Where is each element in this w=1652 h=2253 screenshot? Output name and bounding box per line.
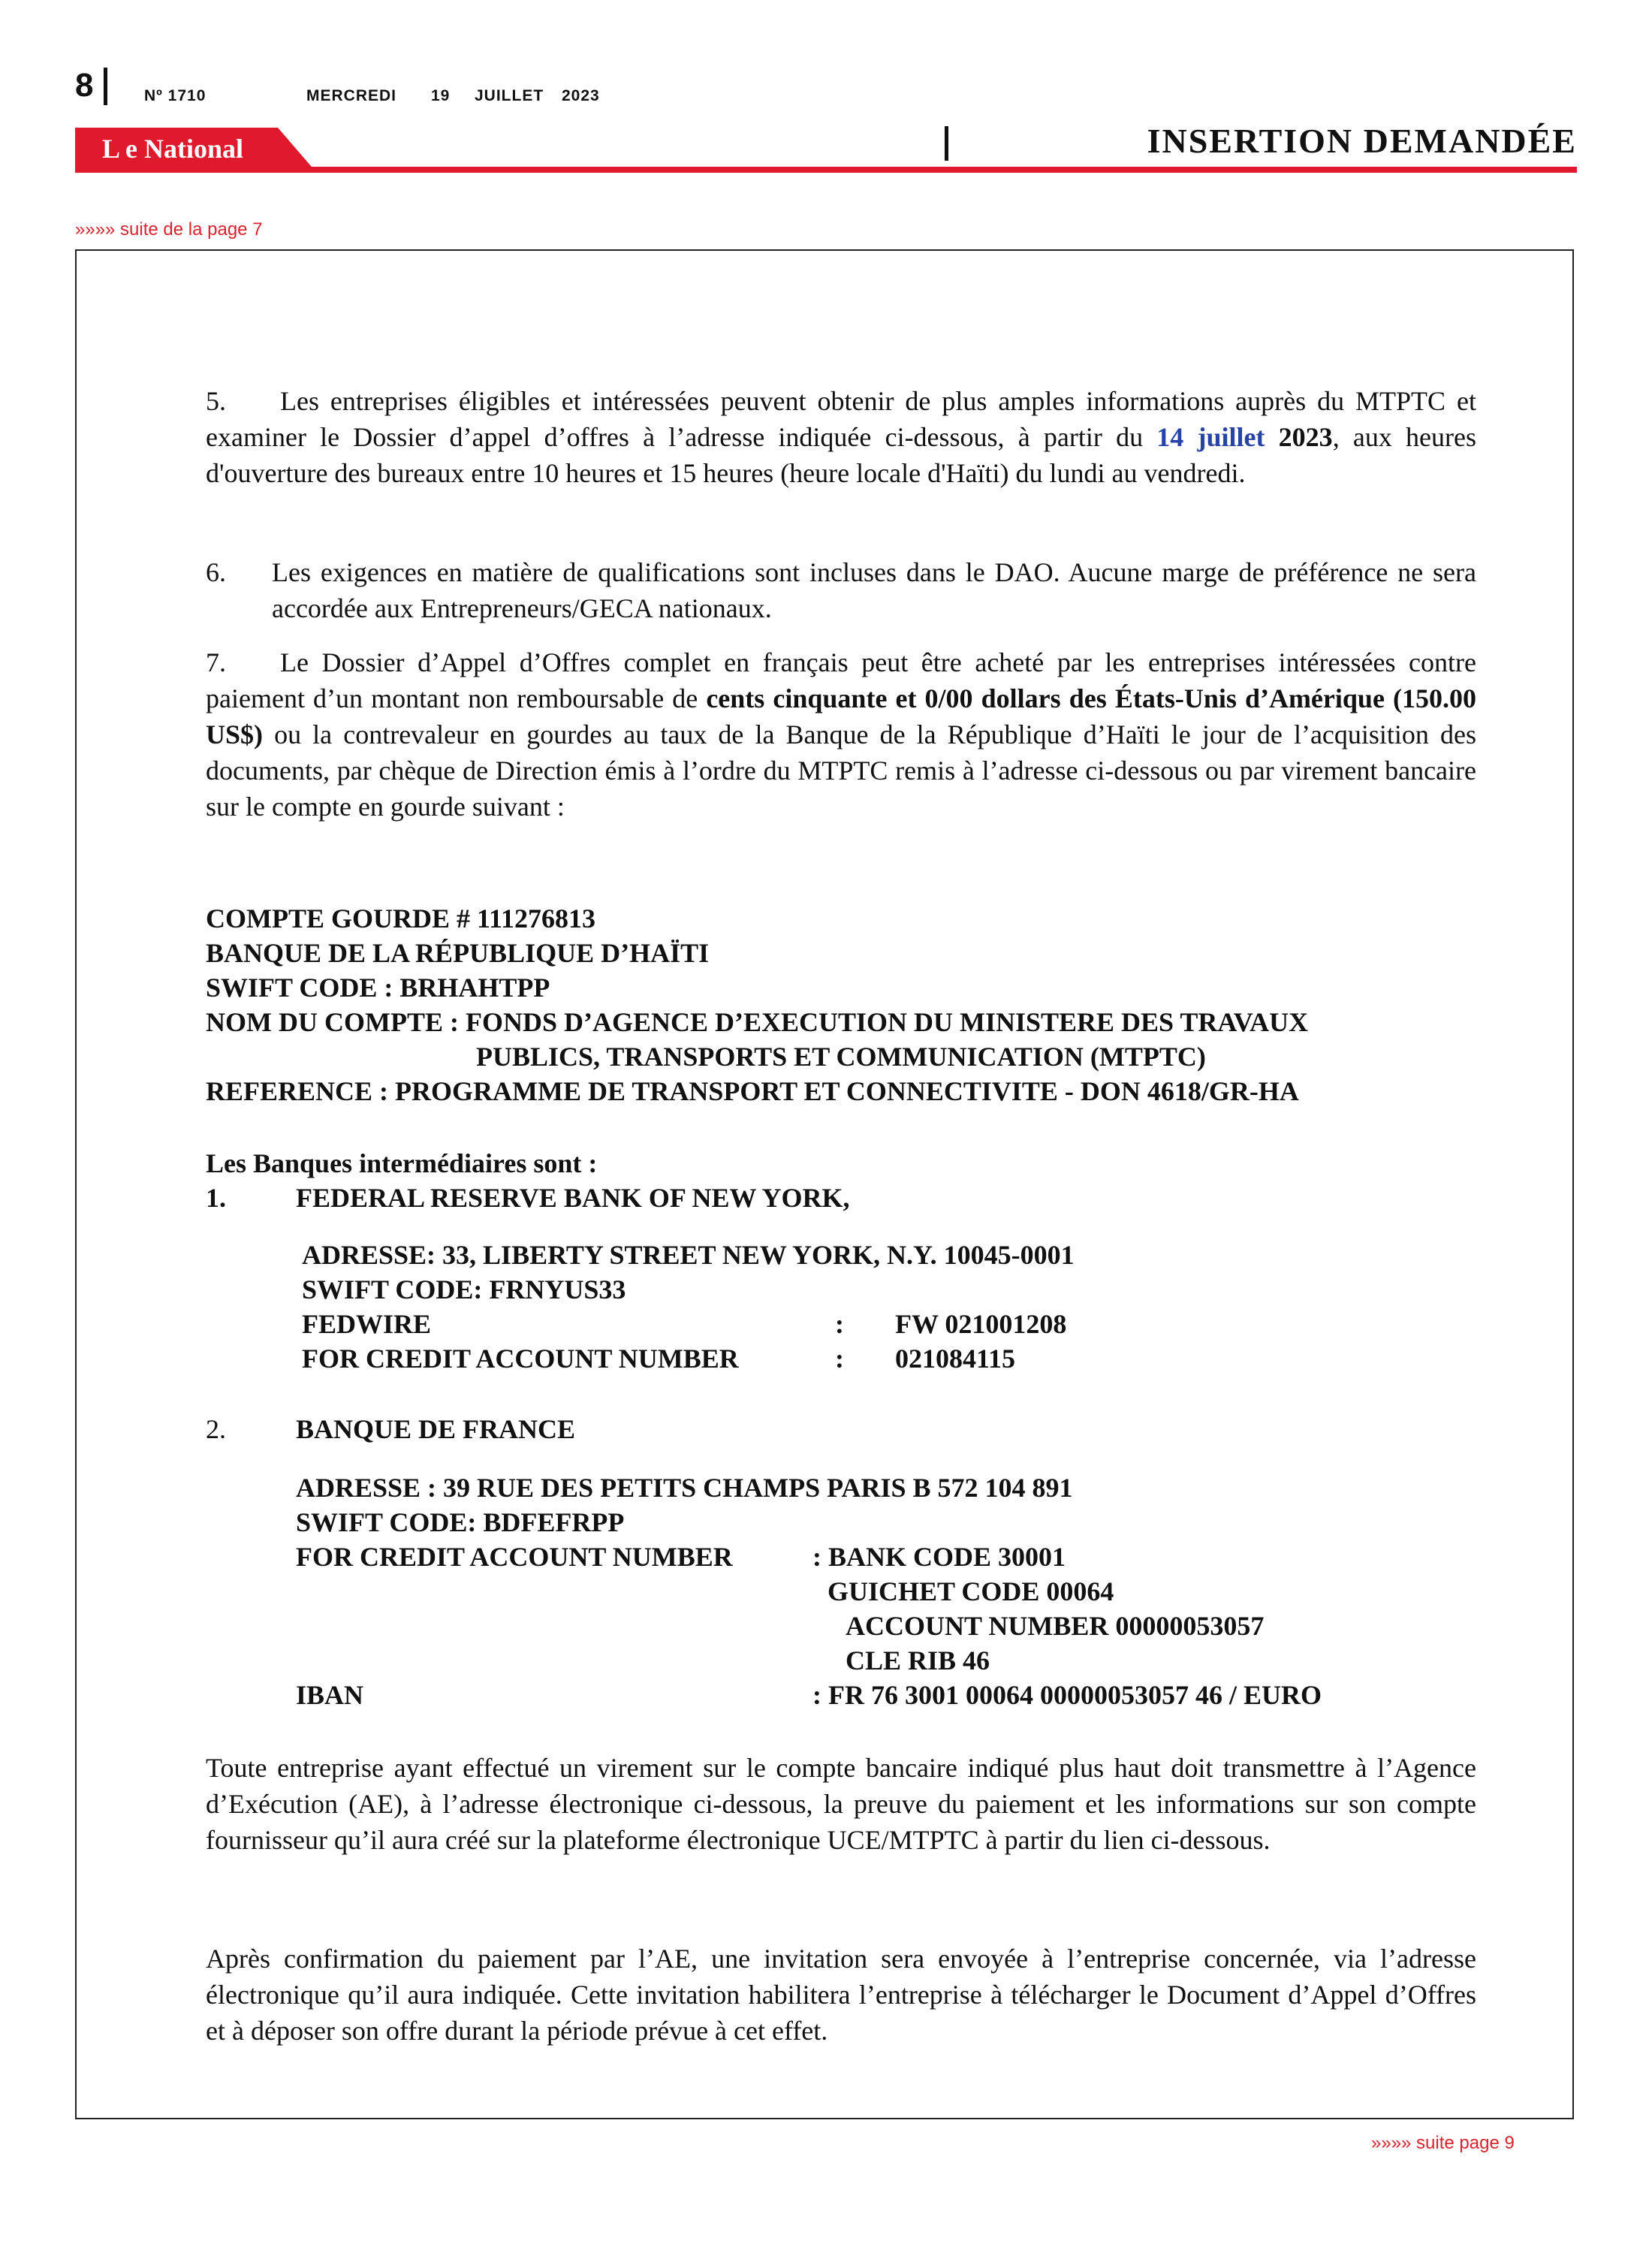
issue-weekday: MERCREDI — [306, 87, 397, 104]
paragraph-5-number: 5. — [206, 386, 226, 416]
bank2-account-number: ACCOUNT NUMBER 00000053057 — [846, 1611, 1265, 1641]
bank2-credit-label: FOR CREDIT ACCOUNT NUMBER — [296, 1542, 733, 1572]
intermediaries-heading: Les Banques intermédiaires sont : — [206, 1148, 598, 1178]
brand-logo: L e National — [102, 134, 244, 164]
bank1-name: FEDERAL RESERVE BANK OF NEW YORK, — [296, 1183, 850, 1213]
issue-day: 19 — [431, 87, 451, 104]
account-name: NOM DU COMPTE : FONDS D’AGENCE D’EXECUTION DU MINISTERE DES TRAVAUX — [206, 1007, 1309, 1037]
paragraph-7-text: Le Dossier d’Appel d’Offres complet en français peut être acheté par les entreprises intéressées contre paiement d’un montant non remboursable de — [206, 647, 1476, 713]
account-name-cont: PUBLICS, TRANSPORTS ET COMMUNICATION (MTPTC) — [476, 1042, 1206, 1072]
bank2-guichet-code: GUICHET CODE 00064 — [828, 1576, 1114, 1606]
bank1-fedwire-value: FW 021001208 — [895, 1309, 1067, 1339]
amount-bold: cents cinquante et 0/00 dollars des États-Unis d’Amérique (150.00 US$) — [206, 683, 1476, 749]
account-swift: SWIFT CODE : BRHAHTPP — [206, 973, 550, 1003]
account-number: COMPTE GOURDE # 111276813 — [206, 903, 596, 933]
paragraph-7-text-end: ou la contrevaleur en gourdes au taux de la Banque de la République d’Haïti le jour de l’acquisition des documents, par chèque de Direction émis à l’ordre du MTPTC remis à l’adresse ci-dessous ou par virement bancaire sur le compte en gourde suivant : — [206, 719, 1476, 822]
bank1-credit-value: 021084115 — [895, 1344, 1016, 1374]
bank1-number: 1. — [206, 1183, 226, 1213]
continued-to-note: »»»» suite page 9 — [1371, 2133, 1515, 2153]
page-number-divider — [104, 68, 107, 105]
bank2-cle-rib: CLE RIB 46 — [846, 1645, 990, 1675]
notice-box — [75, 249, 1574, 2119]
bank2-iban-label: IBAN — [296, 1680, 364, 1710]
bank2-number: 2. — [206, 1414, 226, 1444]
bank1-credit-sep: : — [835, 1344, 844, 1374]
paragraph-7-number: 7. — [206, 647, 226, 677]
bank2-bank-code: : BANK CODE 30001 — [812, 1542, 1066, 1572]
bank1-address: ADRESSE: 33, LIBERTY STREET NEW YORK, N.Y. 10045-0001 — [302, 1240, 1075, 1270]
bank2-address: ADRESSE : 39 RUE DES PETITS CHAMPS PARIS B 572 104 891 — [296, 1473, 1073, 1503]
bank1-swift: SWIFT CODE: FRNYUS33 — [302, 1274, 626, 1304]
header-divider — [945, 126, 948, 161]
confirmation-paragraph: Après confirmation du paiement par l’AE, une invitation sera envoyée à l’entreprise concernée, via l’adresse électronique qu’il aura indiquée. Cette invitation habilitera l’entreprise à télécharger le Document d’Appel d’Offres et à déposer son offre durant la période prévue à cet effet. — [206, 1944, 1476, 2046]
bank1-fedwire-label: FEDWIRE — [302, 1309, 432, 1339]
account-bank: BANQUE DE LA RÉPUBLIQUE D’HAÏTI — [206, 938, 710, 968]
issue-number: Nº 1710 — [144, 87, 206, 104]
paragraph-7 — [206, 644, 1476, 825]
paragraph-5 — [206, 383, 1476, 491]
issue-year: 2023 — [562, 87, 600, 104]
bank2-iban-value: : FR 76 3001 00064 00000053057 46 / EURO — [812, 1680, 1322, 1710]
continued-from-note: »»»» suite de la page 7 — [75, 219, 263, 240]
paragraph-5-text: Les entreprises éligibles et intéressées peuvent obtenir de plus amples informations auprès du MTPTC et examiner le Dossier d’appel d’offres à l’adresse indiquée ci-dessous, à partir du — [206, 386, 1476, 452]
bank1-fedwire-sep: : — [835, 1309, 844, 1339]
paragraph-6: Les exigences en matière de qualifications sont incluses dans le DAO. Aucune marge de préférence ne sera accordée aux Entrepreneurs/GECA nationaux. — [272, 557, 1476, 623]
page-number: 8 — [75, 67, 94, 104]
date-highlight: 14 juillet — [1156, 422, 1265, 452]
issue-month: JUILLET — [475, 87, 544, 104]
bank2-swift: SWIFT CODE: BDFEFRPP — [296, 1507, 625, 1537]
paragraph-5-text-end: , aux heures d'ouverture des bureaux entre 10 heures et 15 heures (heure locale d'Haïti) du lundi au vendredi. — [206, 422, 1477, 488]
section-title: INSERTION DEMANDÉE — [1147, 122, 1577, 160]
bank1-credit-label: FOR CREDIT ACCOUNT NUMBER — [302, 1344, 739, 1374]
paragraph-6-number: 6. — [206, 557, 226, 587]
account-reference: REFERENCE : PROGRAMME DE TRANSPORT ET CONNECTIVITE - DON 4618/GR-HA — [206, 1076, 1299, 1106]
bank2-name: BANQUE DE FRANCE — [296, 1414, 576, 1444]
year-bold: 2023 — [1265, 422, 1333, 452]
transfer-paragraph: Toute entreprise ayant effectué un virement sur le compte bancaire indiqué plus haut doit transmettre à l’Agence d’Exécution (AE), à l’adresse électronique ci-dessous, la preuve du paiement et les informations sur son compte fournisseur qu’il aura créé sur la plateforme électronique UCE/MTPTC à partir du lien ci-dessous. — [206, 1753, 1476, 1855]
